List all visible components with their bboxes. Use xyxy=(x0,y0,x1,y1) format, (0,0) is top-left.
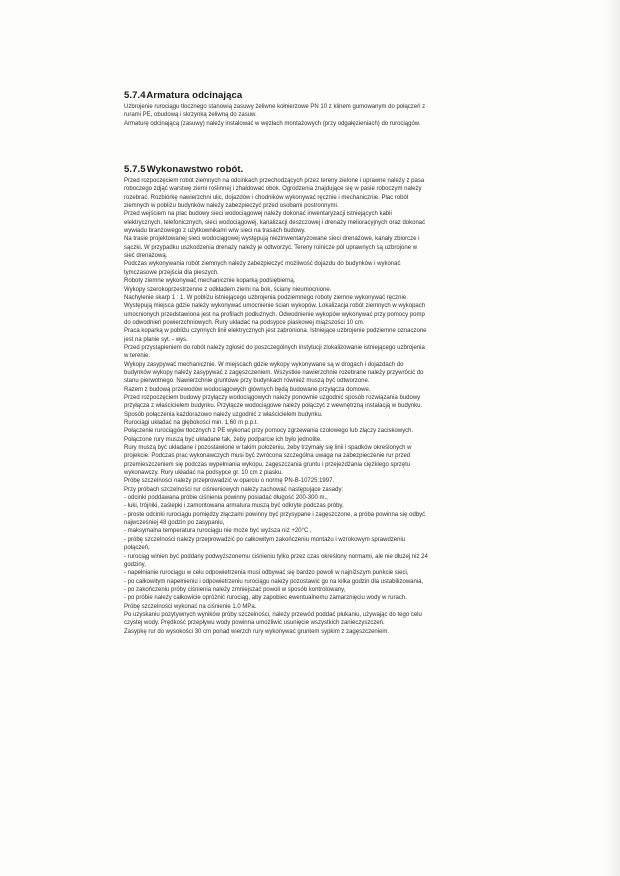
paragraph-line: Armaturę odcinającą (zasuwy) należy instalować w węzłach montażowych (przy odgałęzieniach) do rurociągów. xyxy=(124,120,421,127)
paragraph-line: - rurociąg winien być poddany podwyższonemu ciśnieniu tylko przez czas określony normami, ale nie dłużej niż 24 xyxy=(124,553,428,560)
paragraph-line: Przed wejściem na plac budowy sieci wodociągowej należy dokonać inwentaryzacji istniejących kabli xyxy=(124,211,392,218)
paragraph-line: - łuki, trójniki, zaślepki i zamontowana armatura muszą być odkryte podczas próby, xyxy=(124,503,344,510)
paragraph-line: sączki. W przypadku uszkodzenia drenaży należy je odtworzyć. Tereny rolnicze pól uprawnych są uzbrojone w xyxy=(124,244,418,251)
paragraph-line: - po całkowitym napełnieniu i odpowietrzeniu rurociągu należy pozostawić go na kilka godzin dla ustabilizowania, xyxy=(124,578,424,585)
paragraph-line: - próbę szczelności należy przeprowadzić po całkowitym zakończeniu montażu i wzrokowym sprawdzeniu xyxy=(124,536,406,543)
scan-edge-shadow xyxy=(606,0,620,876)
paragraph-line: do odwodnień powierzchniowych. Rury układać na podsypce piaskowej miąższości 10 cm. xyxy=(124,319,365,326)
section-title: Armatura odcinająca xyxy=(146,90,243,101)
paragraph-line: budynków wykopy należy zasypywać z zagęszczeniem. Wszystkie nawierzchnie rozebrane należy przywrócić do xyxy=(124,369,424,376)
paragraph-line: Połączenie rurociągów tłocznych z PE wykonać przy pomocy zgrzewania czołowego lub złączy zaciskowych. xyxy=(124,428,414,435)
paragraph-line: Podczas wykonywania robót ziemnych należy zabezpieczyć możliwość dojazdu do budynków i wykonać xyxy=(124,261,401,268)
paragraph-line: Występują miejsca gdzie należy wykonywać umocnienie ścian wykopów. Lokalizacja robót ziemnych w wykopach xyxy=(124,303,426,310)
paragraph-line: Sposób połączenia każdorazowo należy uzgodnić z właścicielem budynku. xyxy=(124,411,323,418)
paragraph-line: - po próbie należy całkowicie opróżnić rurociąg, aby zapobiec ewentualnemu zamarznięciu wody w rurach. xyxy=(124,595,407,602)
paragraph-line: Próbę szczelności wykonać na ciśnienie 1.0 MPa. xyxy=(124,603,257,610)
paragraph-line: w terenie. xyxy=(124,353,151,360)
paragraph-line: Rurociągi układać na głębokości min. 1,60 m p.p.t. xyxy=(124,420,259,426)
paragraph-line: czystej wody. Prędkość przepływu wody powinna umożliwić usunięcie wszystkich zanieczyszczeń. xyxy=(124,620,385,627)
section-title: Wykonawstwo robót. xyxy=(146,164,244,176)
paragraph-line: - maksymalna temperatura rurociągu nie może być wyższa niż +20°C , xyxy=(124,528,312,535)
paragraph-line: roboczego zdjąć warstwę ziemi roślinnej i zhałdować obok. Ogrodzenia znajdujące się w pasie roboczym należy xyxy=(124,186,422,193)
paragraph-line: najwcześniej 48 godzin po zasypaniu, xyxy=(124,520,225,527)
section-heading-5-7-5 xyxy=(124,164,542,175)
paragraph-line: Razem z budową przewodów wodociągowych głównych będą budowane przyłącza domowe. xyxy=(124,386,371,393)
section-number: 5.7.5 xyxy=(124,164,146,176)
paragraph-line: umocnionych przedstawiona jest na profilach podłużnych. Odwodnienie wykopów wykonywać przy pomocy pomp xyxy=(124,311,425,318)
paragraph-line: ziemnych w pobliżu budynków należy zabezpieczyć przed osobami postronnymi. xyxy=(124,203,339,210)
paragraph-line: przyłącza z właścicielem budynku. Przyłącze wodociągowe należy połączyć z wewnętrzną instalacją w budynku. xyxy=(124,403,423,410)
paragraph-line: Wykopy szerokoprzestrzenne z odkładem ziemi na bok, ściany nieumocnione. xyxy=(124,286,332,293)
paragraph-line: wykonawczy. Rury układać na podsypce gr. 10 cm z piasku. xyxy=(124,470,283,477)
document-body xyxy=(124,90,542,636)
paragraph-line: elektrycznych, telefonicznych, sieci wodociągowej, kanalizacji deszczowej i drenaży melioracyjnych oraz dokonać xyxy=(124,219,426,226)
section-body-5-7-5 xyxy=(124,177,542,636)
paragraph-line: jest na planie syt. - wys. xyxy=(124,336,188,343)
paragraph-line: projekcie. Podczas prac wykonawczych musi być zwrócona szczególna uwaga na zabezpieczenie rur przed xyxy=(124,453,411,460)
paragraph-line: Nachylenie skarp 1 : 1. W pobliżu istniejącego uzbrojenia podziemnego roboty ziemne wykonywać ręcznie. xyxy=(124,294,408,301)
paragraph-line: - napełnianie rurociągu w celu odpowietrzenia musi odbywać się bardzo powoli w najniższym punkcie sieci, xyxy=(124,570,409,577)
paragraph-line: przemieszczeniem się podczas wypełniania wykopu, zagęszczania gruntu i przejeżdżania ciężkiego sprzętu xyxy=(124,461,411,468)
paragraph-line: Praca koparką w pobliżu czynnych linii elektrycznych jest zabroniona. Istniejące uzbrojenie podziemne oznaczone xyxy=(124,328,427,335)
paragraph-line: - proste odcinki rurociągu pomiędzy złączami powinny być przysypane i zagęszczone, a próba powinna się odbyć xyxy=(124,511,426,518)
paragraph-line: Roboty ziemne wykonywać mechanicznie koparką podsiębierną. xyxy=(124,278,296,285)
paragraph-line: stanu pierwotnego. Nawierzchnie gruntowe przy budynkach również muszą być odtworzone. xyxy=(124,378,370,385)
paragraph-line: Na trasie projektowanej sieci wodociągowej występują niezinwentaryzowane sieci drenażowe, kanały zbiorcze i xyxy=(124,236,420,243)
paragraph-line: Przed przystąpieniem do robót należy zgłosić do poszczególnych instytucji zlokalizowanie istniejącego uzbrojenia xyxy=(124,344,425,351)
paragraph-line: wywiadu branżowego z użytkownikami w/w sieci na trasach budowy. xyxy=(124,228,306,235)
paragraph-line: Przy próbach szczelności rur ciśnieniowych należy zachować następujące zasady: xyxy=(124,486,344,493)
paragraph-line: - odcinki poddawana próbie ciśnienia powinny posiadać długość 200-300 m., xyxy=(124,495,328,502)
paragraph-line: Zasypkę rur do wysokości 30 cm ponad wierzch rury wykonywać gruntem sypkim z zagęszczeniem. xyxy=(124,628,390,635)
paragraph-line: rurami PE, obudową i skrzynką żeliwną do zasuw. xyxy=(124,112,257,119)
paragraph-line: Przed rozpoczęciem budowy przyłączy wodociągowych należy ponownie uzgodnić sposób rozwiązania budowy xyxy=(124,394,421,401)
paragraph-line: tymczasowe przejścia dla pieszych. xyxy=(124,269,219,276)
paragraph-line: rozebrać. Rozbiórkę nawierzchni ulic, dojazdów i chodników wykonywać ręcznie i mechanicznie. Plac robót xyxy=(124,194,409,201)
paragraph-line: sieć drenażową. xyxy=(124,253,168,260)
section-spacer xyxy=(124,128,542,164)
paragraph-line: godziny, xyxy=(124,561,146,568)
paragraph-line: Połączone rury muszą być układane tak, żeby podparcie ich było jednolite. xyxy=(124,436,322,443)
paragraph-line: Rury muszą być układane i pozostawione w takim położeniu, żeby trzymały się linii i spadków określonych w xyxy=(124,445,412,452)
paragraph-line: Uzbrojenie rurociągu tłocznego stanowią zasuwy żeliwne kołnierzowe PN 10 z klinem gumowanym do połączeń z xyxy=(124,104,426,110)
paragraph-line: Po uzyskaniu pozytywnych wyników próby szczelności, należy przewód poddać płukaniu, używając do tego celu xyxy=(124,611,422,618)
section-number: 5.7.4 xyxy=(124,90,146,101)
paragraph-line: - po zakończeniu próby ciśnienia należy zmniejszać powoli w sposób kontrolowany, xyxy=(124,586,346,593)
section-heading-5-7-4 xyxy=(124,90,542,101)
paragraph-line: połączeń, xyxy=(124,545,150,552)
paragraph-line: Przed rozpoczęciem robót ziemnych na odcinkach przechodzących przez tereny zielone i uprawne należy z pasa xyxy=(124,178,425,185)
section-body-5-7-4 xyxy=(124,103,542,128)
paragraph-line: Wykopy zasypywać mechanicznie. W miejscach gdzie wykopy wykonywane są w drogach i dojazdach do xyxy=(124,361,404,368)
paragraph-line: Próbę szczelności należy przeprowadzić w oparciu o normę PN-B-10725:1997. xyxy=(124,478,335,485)
